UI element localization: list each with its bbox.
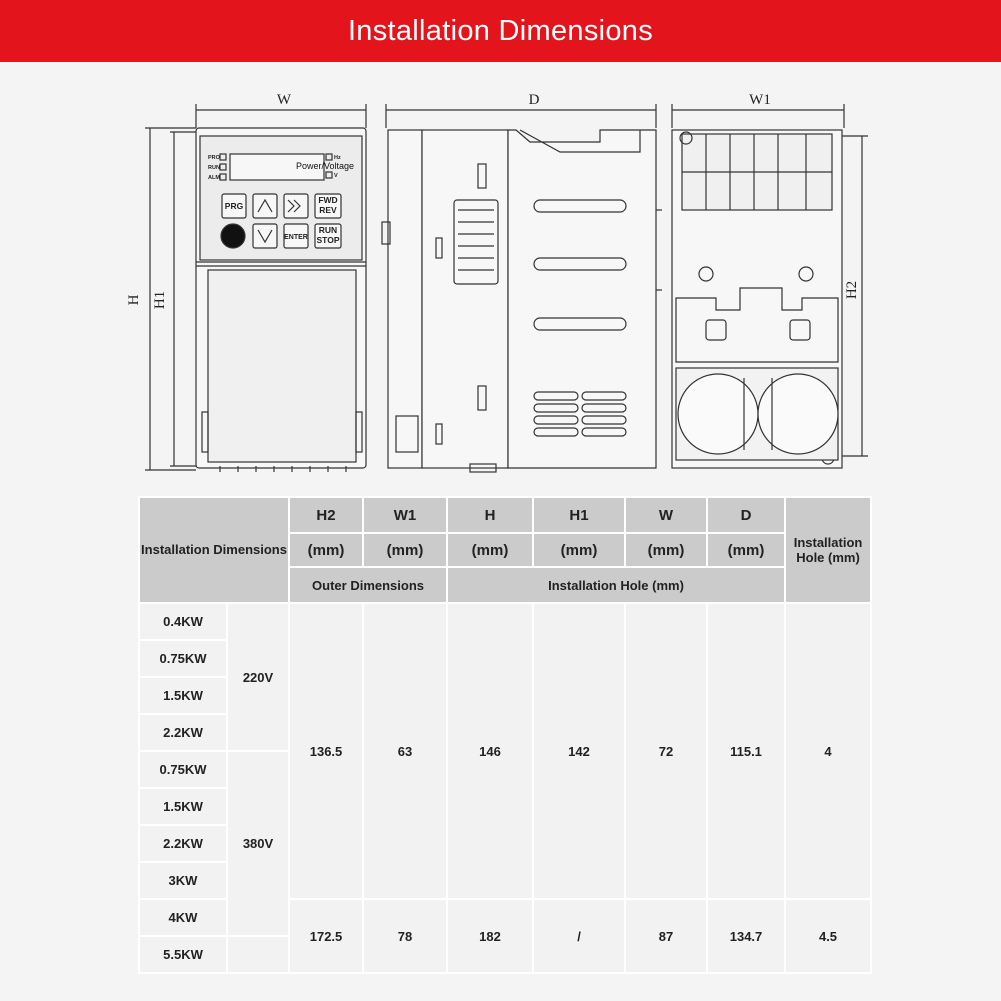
fwd-key-label: FWD <box>318 195 338 205</box>
model-cell: 4KW <box>139 899 227 936</box>
prg-key-label: PRG <box>224 201 244 211</box>
value-w-row1: 72 <box>625 603 707 899</box>
height1-dimension-label: H1 <box>152 290 168 310</box>
col-h1-name: H1 <box>533 497 625 533</box>
value-h1-row1: 142 <box>533 603 625 899</box>
rev-key-label: REV <box>319 205 337 215</box>
model-cell: 1.5KW <box>139 677 227 714</box>
col-w1-unit: (mm) <box>363 533 447 567</box>
value-hole-row1: 4 <box>785 603 871 899</box>
col-h2-name: H2 <box>289 497 363 533</box>
width-dimension-label: W <box>276 92 292 108</box>
value-hole-row2: 4.5 <box>785 899 871 973</box>
outer-dimensions-header: Outer Dimensions <box>289 567 447 603</box>
install-hole-group-header: Installation Hole (mm) <box>447 567 785 603</box>
height-dimension-label: H <box>126 294 142 306</box>
value-h-row1: 146 <box>447 603 533 899</box>
run-key-label: RUN <box>318 225 338 235</box>
model-cell: 1.5KW <box>139 788 227 825</box>
side-view-labels <box>529 92 540 108</box>
value-h-row2: 182 <box>447 899 533 973</box>
title-banner <box>0 0 1001 62</box>
col-h-name: H <box>447 497 533 533</box>
side-view <box>382 104 662 472</box>
model-cell: 3KW <box>139 862 227 899</box>
voltage-cell-220v: 220V <box>227 603 289 751</box>
col-d-name: D <box>707 497 785 533</box>
unit-label-hz: Hz <box>334 155 341 161</box>
unit-label-v: V <box>334 173 338 179</box>
value-h1-row2: / <box>533 899 625 973</box>
value-w1-row1: 63 <box>363 603 447 899</box>
technical-drawings <box>0 62 1001 492</box>
back-view <box>672 104 868 468</box>
col-w1-name: W1 <box>363 497 447 533</box>
col-h-unit: (mm) <box>447 533 533 567</box>
value-h2-row2: 172.5 <box>289 899 363 973</box>
height2-dimension-label: H2 <box>844 280 860 300</box>
stop-key-label: STOP <box>316 235 340 245</box>
led-label-run: RUN <box>208 165 220 171</box>
model-cell: 2.2KW <box>139 825 227 862</box>
installation-hole-header: Installation Hole (mm) <box>785 497 871 603</box>
page-title: Installation Dimensions <box>347 14 654 47</box>
depth-dimension-label: D <box>528 92 540 108</box>
installation-dimensions-header: Installation Dimensions <box>139 497 289 603</box>
voltage-cell-380v: 380V <box>227 751 289 936</box>
value-d-row2: 134.7 <box>707 899 785 973</box>
enter-key-label: ENTER <box>284 234 308 241</box>
model-cell: 5.5KW <box>139 936 227 973</box>
model-cell: 0.75KW <box>139 640 227 677</box>
value-w-row2: 87 <box>625 899 707 973</box>
col-w-unit: (mm) <box>625 533 707 567</box>
value-d-row1: 115.1 <box>707 603 785 899</box>
col-h2-unit: (mm) <box>289 533 363 567</box>
model-cell: 0.4KW <box>139 603 227 640</box>
value-w1-row2: 78 <box>363 899 447 973</box>
model-cell: 2.2KW <box>139 714 227 751</box>
led-label-alm: ALM <box>208 175 220 181</box>
led-label-pro: PRO <box>208 155 220 161</box>
value-h2-row1: 136.5 <box>289 603 363 899</box>
voltage-cell-blank <box>227 936 289 973</box>
model-cell: 0.75KW <box>139 751 227 788</box>
display-label: Power/Voltage <box>296 161 355 171</box>
width1-dimension-label: W1 <box>749 92 771 108</box>
col-h1-unit: (mm) <box>533 533 625 567</box>
drawing-canvas <box>0 62 1001 492</box>
col-d-unit: (mm) <box>707 533 785 567</box>
col-w-name: W <box>625 497 707 533</box>
dimensions-table <box>138 496 872 974</box>
front-view <box>145 104 366 472</box>
